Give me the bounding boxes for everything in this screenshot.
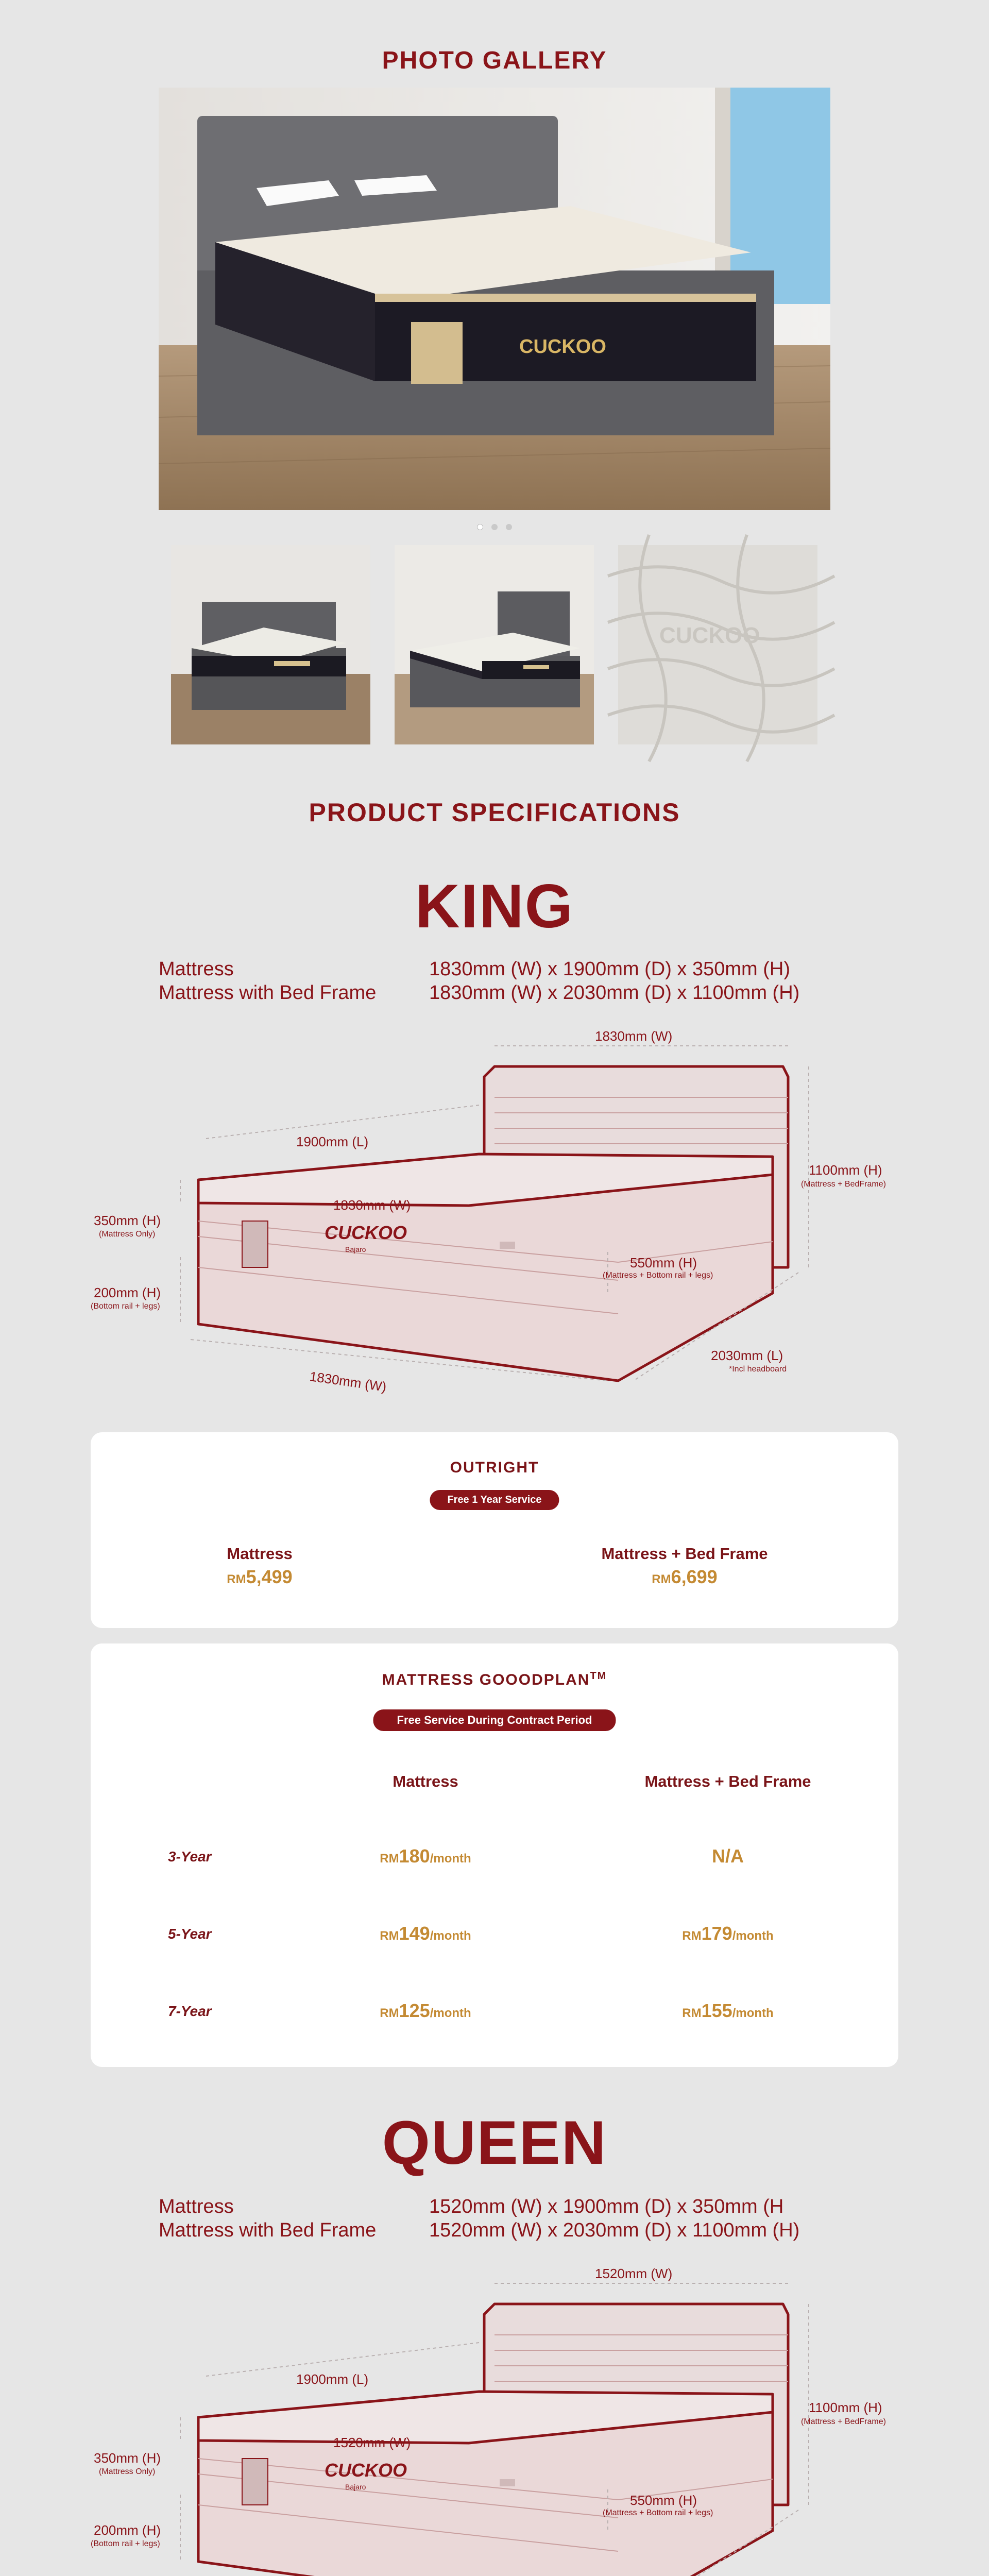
diagram-logo: CUCKOO <box>325 2460 407 2481</box>
dim-bottom-width: 1830mm (W) <box>309 1368 388 1395</box>
spec-row-mattress <box>159 2196 783 2218</box>
pagination-dot-1[interactable] <box>477 524 483 530</box>
contract-service-badge: Free Service During Contract Period <box>373 1709 616 1731</box>
bed-thumbnail-front <box>171 545 370 744</box>
dim-length: 1900mm (L) <box>296 2371 369 2387</box>
gooodplan-card-king <box>91 1643 898 2067</box>
dim-height-total-note: (Mattress + BedFrame) <box>801 1180 886 1189</box>
spec-row-mattress <box>159 958 790 980</box>
term-label: 7-Year <box>168 2003 212 2019</box>
price-mattress: RM5,499 <box>227 1566 293 1587</box>
dim-mattress-width: 1520mm (W) <box>333 2435 411 2450</box>
diagram-logo-sub: Bajaro <box>345 2483 366 2491</box>
diagram-logo: CUCKOO <box>325 1222 407 1243</box>
gallery-pagination <box>0 524 989 530</box>
dim-frame-length: 2030mm (L) <box>711 1348 783 1363</box>
dim-base-height-note: (Bottom rail + legs) <box>91 2539 160 2548</box>
size-name-queen: QUEEN <box>382 2108 607 2177</box>
dim-height-total: 1100mm (H) <box>809 1162 882 1178</box>
bed-dimension-diagram-queen <box>88 2263 901 2576</box>
dim-frame-length-note: *Incl headboard <box>729 1365 787 1374</box>
spec-value: 1520mm (W) x 1900mm (D) x 350mm (H <box>429 2196 784 2217</box>
size-name-king: KING <box>415 872 574 941</box>
gallery-title: PHOTO GALLERY <box>382 47 607 74</box>
bed-photo <box>159 88 830 510</box>
pagination-dot-2[interactable] <box>491 524 498 530</box>
dim-mid-height: 550mm (H) <box>630 2493 697 2508</box>
dim-mattress-height-note: (Mattress Only) <box>99 2467 156 2476</box>
bed-dimension-diagram-king <box>88 1025 901 1395</box>
spec-label: Mattress <box>159 2196 234 2217</box>
gooodplan-title: MATTRESS GOOODPLAN™ <box>382 1670 607 1688</box>
col-mattress: Mattress <box>227 1545 293 1563</box>
col-mattress-bedframe: Mattress + Bed Frame <box>644 1772 811 1790</box>
dim-mattress-width: 1830mm (W) <box>333 1197 411 1213</box>
mattress-logo: CUCKOO <box>519 336 606 358</box>
col-mattress-bedframe: Mattress + Bed Frame <box>601 1545 768 1563</box>
bed-thumbnail-angle <box>395 545 594 744</box>
gallery-thumbnail-3[interactable] <box>618 545 817 744</box>
outright-card-king <box>91 1432 898 1628</box>
gallery-thumbnail-2[interactable] <box>395 545 594 744</box>
dim-top-width: 1830mm (W) <box>595 1028 673 1044</box>
term-label: 5-Year <box>168 1926 212 1942</box>
fabric-closeup-thumbnail <box>618 545 817 744</box>
monthly-price-mattress: RM125/month <box>380 2000 471 2021</box>
dim-mattress-height: 350mm (H) <box>94 1213 161 1228</box>
monthly-price-bedframe: RM179/month <box>682 1923 774 1944</box>
free-service-badge: Free 1 Year Service <box>430 1490 559 1510</box>
specs-title: PRODUCT SPECIFICATIONS <box>309 798 680 827</box>
monthly-price-bedframe: RM155/month <box>682 2000 774 2021</box>
monthly-price-mattress: RM149/month <box>380 1923 471 1944</box>
pagination-dot-3[interactable] <box>506 524 512 530</box>
price-mattress-bedframe: RM6,699 <box>652 1566 718 1587</box>
outright-title: OUTRIGHT <box>450 1459 539 1476</box>
dim-mid-height: 550mm (H) <box>630 1255 697 1270</box>
col-mattress: Mattress <box>393 1772 458 1790</box>
spec-label: Mattress with Bed Frame <box>159 982 377 1004</box>
diagram-logo-sub: Bajaro <box>345 1245 366 1253</box>
monthly-price-bedframe: N/A <box>712 1845 744 1867</box>
spec-value: 1830mm (W) x 1900mm (D) x 350mm (H) <box>429 958 790 980</box>
dim-mattress-height-note: (Mattress Only) <box>99 1230 156 1239</box>
spec-label: Mattress with Bed Frame <box>159 2219 377 2241</box>
gallery-main-image[interactable] <box>159 88 830 510</box>
spec-label: Mattress <box>159 958 234 980</box>
dim-top-width: 1520mm (W) <box>595 2266 673 2281</box>
spec-value: 1520mm (W) x 2030mm (D) x 1100mm (H) <box>429 2219 800 2241</box>
dim-mattress-height: 350mm (H) <box>94 2450 161 2466</box>
dim-base-height: 200mm (H) <box>94 2522 161 2538</box>
spec-value: 1830mm (W) x 2030mm (D) x 1100mm (H) <box>429 982 800 1004</box>
term-label: 3-Year <box>168 1849 212 1865</box>
dim-height-total: 1100mm (H) <box>809 2400 882 2415</box>
dim-length: 1900mm (L) <box>296 1134 369 1149</box>
spec-row-mattress-bedframe <box>159 982 799 1004</box>
dim-base-height: 200mm (H) <box>94 1285 161 1300</box>
dim-height-total-note: (Mattress + BedFrame) <box>801 2417 886 2426</box>
dim-mid-height-note: (Mattress + Bottom rail + legs) <box>603 2509 713 2517</box>
dim-mid-height-note: (Mattress + Bottom rail + legs) <box>603 1271 713 1280</box>
monthly-price-mattress: RM180/month <box>380 1845 471 1867</box>
fabric-logo: CUCKOO <box>659 623 760 648</box>
spec-row-mattress-bedframe <box>159 2219 799 2242</box>
gallery-thumbnail-1[interactable] <box>171 545 370 744</box>
dim-base-height-note: (Bottom rail + legs) <box>91 1302 160 1311</box>
